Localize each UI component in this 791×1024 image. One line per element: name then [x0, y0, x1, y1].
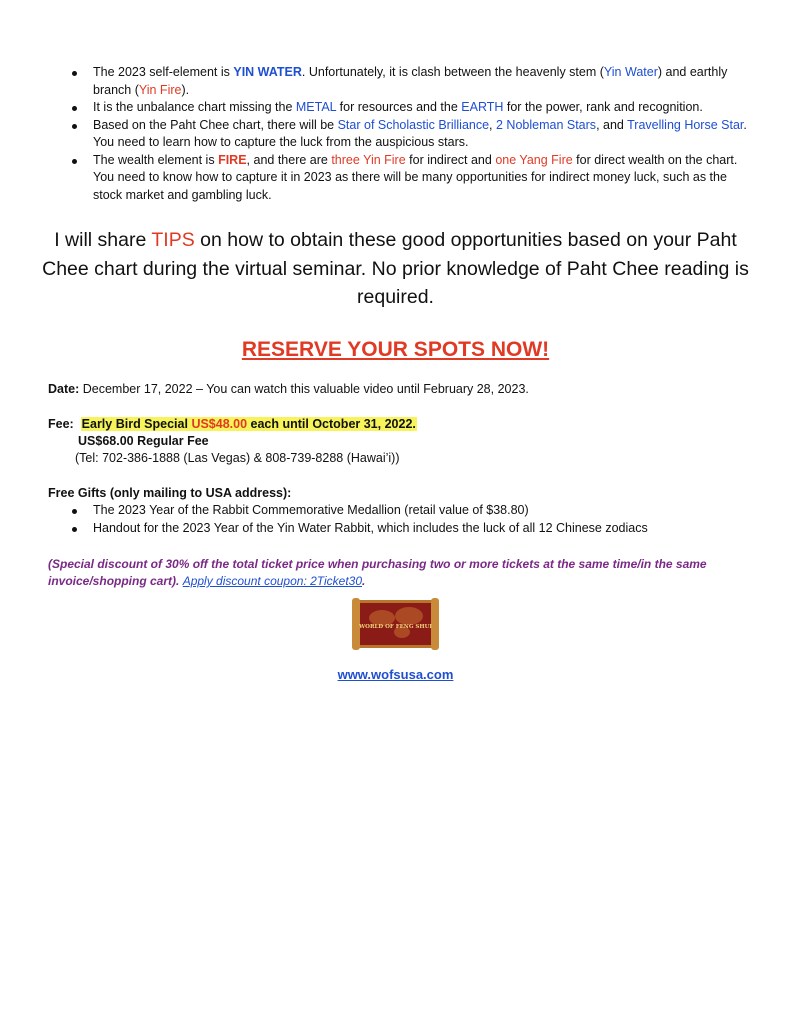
logo-text: WORLD OF FENG SHUI [359, 624, 432, 630]
list-item: Handout for the 2023 Year of the Yin Water Rabbit, which includes the luck of all 12 Chinese zodiacs [72, 520, 648, 538]
date-line: Date: December 17, 2022 – You can watch this valuable video until February 28, 2023. [48, 382, 529, 396]
list-item: The wealth element is FIRE, and there are three Yin Fire for indirect and one Yang Fire for direct wealth on the chart. You need to know how to capture it in 2023 as there will be many opportunities for indirect money luck, such as the stock market and gambling luck. [72, 152, 752, 205]
bullet-icon [72, 509, 77, 514]
list-item: It is the unbalance chart missing the METAL for resources and the EARTH for the power, rank and recognition. [72, 99, 752, 117]
website-line [0, 667, 791, 682]
reserve-heading: RESERVE YOUR SPOTS NOW! [241, 338, 550, 361]
bullet-icon [72, 106, 77, 111]
world-of-feng-shui-logo [352, 598, 439, 650]
bullet-icon [72, 159, 77, 164]
list-item: The 2023 Year of the Rabbit Commemorative Medallion (retail value of $38.80) [72, 502, 648, 520]
website-link[interactable]: www.wofsusa.com [337, 667, 454, 682]
gifts-heading: Free Gifts (only mailing to USA address): [48, 486, 292, 500]
telephone-line: (Tel: 702-386-1888 (Las Vegas) & 808-739-8288 (Hawai’i)) [75, 451, 400, 465]
list-item: Based on the Paht Chee chart, there will be Star of Scholastic Brilliance, 2 Nobleman Stars, and Travelling Horse Star. You need to learn how to capture the luck from the auspicious stars. [72, 117, 752, 152]
regular-fee: US$68.00 Regular Fee [78, 434, 209, 448]
discount-coupon-link[interactable]: Apply discount coupon: 2Ticket30 [182, 574, 363, 588]
fee-block [48, 416, 417, 467]
early-bird-highlight: Early Bird Special US$48.00 each until October 31, 2022. [81, 417, 416, 431]
bullet-list [72, 64, 752, 204]
list-item: The 2023 self-element is YIN WATER. Unfortunately, it is clash between the heavenly stem (Yin Water) and earthly branch (Yin Fire). [72, 64, 752, 99]
bullet-icon [72, 71, 77, 76]
tips-paragraph: I will share TIPS on how to obtain these good opportunities based on your Paht Chee chart during the virtual seminar. No prior knowledge of Paht Chee reading is required. [42, 229, 749, 308]
bullet-icon [72, 527, 77, 532]
fee-line: Fee: Early Bird Special US$48.00 each until October 31, 2022. [48, 417, 416, 431]
discount-note: (Special discount of 30% off the total ticket price when purchasing two or more tickets at the same time/in the same invoice/shopping cart). Apply discount coupon: 2Ticket30. [48, 557, 707, 588]
gifts-list [72, 502, 648, 537]
bullet-icon [72, 124, 77, 129]
